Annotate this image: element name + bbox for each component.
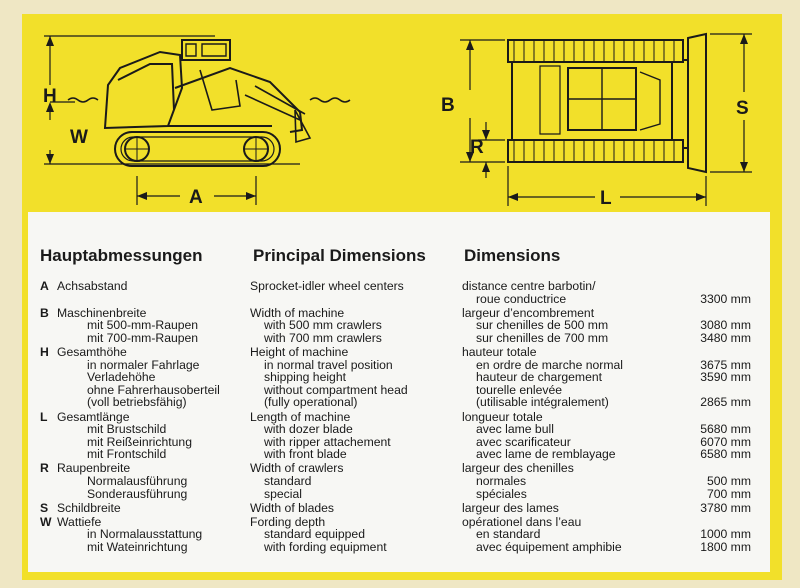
row-key: A <box>40 279 49 293</box>
english-text: Fording depth <box>250 514 326 529</box>
dimension-diagrams <box>0 0 800 212</box>
label-s: S <box>736 98 749 119</box>
french-text: (utilisable intégralement) <box>476 395 609 410</box>
english-text: with 700 mm crawlers <box>264 330 382 345</box>
dimension-value: 3780 mm <box>700 500 751 515</box>
english-text: standard <box>264 474 312 488</box>
german-text: Maschinenbreite <box>57 305 147 320</box>
english-text: Width of blades <box>250 500 335 515</box>
german-text: Achsabstand <box>57 279 128 293</box>
dimension-value: 3300 mm <box>700 291 751 306</box>
label-b: B <box>441 95 455 116</box>
french-text: hauteur totale <box>462 345 537 359</box>
table-row <box>0 280 800 293</box>
label-w: W <box>70 127 88 148</box>
german-text: mit Wateinrichtung <box>87 540 188 554</box>
english-text: Width of crawlers <box>250 461 344 476</box>
english-text: with front blade <box>264 447 347 462</box>
french-text: avec scarificateur <box>476 434 571 449</box>
german-text: Schildbreite <box>57 500 121 515</box>
german-text: Verladehöhe <box>87 370 156 385</box>
german-text: Gesamtlänge <box>57 409 130 424</box>
french-text: normales <box>476 474 527 488</box>
heading-french: Dimensions <box>464 246 561 265</box>
table-headings <box>0 246 800 272</box>
german-text: Normalausführung <box>87 474 188 488</box>
french-text: sur chenilles de 500 mm <box>476 318 609 333</box>
french-text: roue conductrice <box>476 291 567 306</box>
table-row <box>0 293 800 306</box>
table-row <box>0 448 800 461</box>
german-text: Gesamthöhe <box>57 345 127 359</box>
dimension-value: 3080 mm <box>700 318 751 333</box>
french-text: distance centre barbotin/ <box>462 279 596 293</box>
dimension-value: 3675 mm <box>700 357 751 372</box>
side-view-drawing <box>44 36 350 205</box>
label-a: A <box>189 187 203 208</box>
german-text: Wattiefe <box>57 514 102 529</box>
german-text: in normaler Fahrlage <box>87 357 200 372</box>
german-text: mit 500-mm-Raupen <box>87 318 199 333</box>
english-text: in normal travel position <box>264 357 393 372</box>
english-text: with dozer blade <box>264 422 353 437</box>
row-key: L <box>40 409 48 424</box>
dimension-value: 3480 mm <box>700 330 751 345</box>
german-text: mit Frontschild <box>87 447 167 462</box>
table-row <box>0 502 800 515</box>
dimension-value: 1800 mm <box>700 540 751 554</box>
german-text: mit Reißeinrichtung <box>87 434 192 449</box>
heading-english: Principal Dimensions <box>253 246 426 265</box>
row-key: W <box>40 514 52 529</box>
top-view-drawing <box>460 34 752 206</box>
french-text: en standard <box>476 527 541 542</box>
english-text: special <box>264 486 302 501</box>
heading-german: Hauptabmessungen <box>40 246 203 265</box>
french-text: largeur des chenilles <box>462 461 574 476</box>
label-r: R <box>470 137 484 158</box>
german-text: mit Brustschild <box>87 422 167 437</box>
french-text: sur chenilles de 700 mm <box>476 330 609 345</box>
german-text: in Normalausstattung <box>87 527 203 542</box>
french-text: largeur d’encombrement <box>462 305 595 320</box>
french-text: avec lame de remblayage <box>476 447 616 462</box>
dimension-value: 3590 mm <box>700 370 751 385</box>
english-text: standard equipped <box>264 527 365 542</box>
german-text: Raupenbreite <box>57 461 131 476</box>
english-text: Width of machine <box>250 305 345 320</box>
german-text: ohne Fahrerhausoberteil <box>87 382 220 397</box>
table-row <box>0 541 800 554</box>
german-text: (voll betriebsfähig) <box>87 395 187 410</box>
french-text: avec équipement amphibie <box>476 540 622 554</box>
label-l: L <box>600 188 612 209</box>
english-text: Height of machine <box>250 345 349 359</box>
english-text: Length of machine <box>250 409 351 424</box>
table-row <box>0 396 800 409</box>
row-key: S <box>40 500 49 515</box>
french-text: largeur des lames <box>462 500 559 515</box>
french-text: opérationel dans l’eau <box>462 514 582 529</box>
dimension-value: 1000 mm <box>700 527 751 542</box>
french-text: en ordre de marche normal <box>476 357 623 372</box>
dimension-value: 6580 mm <box>700 447 751 462</box>
french-text: tourelle enlevée <box>476 382 563 397</box>
dimension-value: 500 mm <box>706 474 751 488</box>
english-text: with fording equipment <box>264 540 387 554</box>
table-row <box>0 332 800 345</box>
german-text: mit 700-mm-Raupen <box>87 330 199 345</box>
english-text: with 500 mm crawlers <box>264 318 382 333</box>
row-key: R <box>40 461 49 476</box>
dimension-value: 2865 mm <box>700 395 751 410</box>
german-text: Sonderausführung <box>87 486 188 501</box>
french-text: spéciales <box>476 486 527 501</box>
dimension-value: 700 mm <box>706 486 751 501</box>
dimension-value: 6070 mm <box>700 434 751 449</box>
french-text: longueur totale <box>462 409 543 424</box>
english-text: (fully operational) <box>264 395 358 410</box>
row-key: H <box>40 345 49 359</box>
row-key: B <box>40 305 49 320</box>
english-text: with ripper attachement <box>264 434 391 449</box>
english-text: without compartment head <box>264 382 408 397</box>
english-text: Sprocket-idler wheel centers <box>250 279 404 293</box>
french-text: hauteur de chargement <box>476 370 603 385</box>
english-text: shipping height <box>264 370 346 385</box>
french-text: avec lame bull <box>476 422 554 437</box>
dimension-value: 5680 mm <box>700 422 751 437</box>
label-h: H <box>43 86 57 107</box>
table-row <box>0 488 800 501</box>
